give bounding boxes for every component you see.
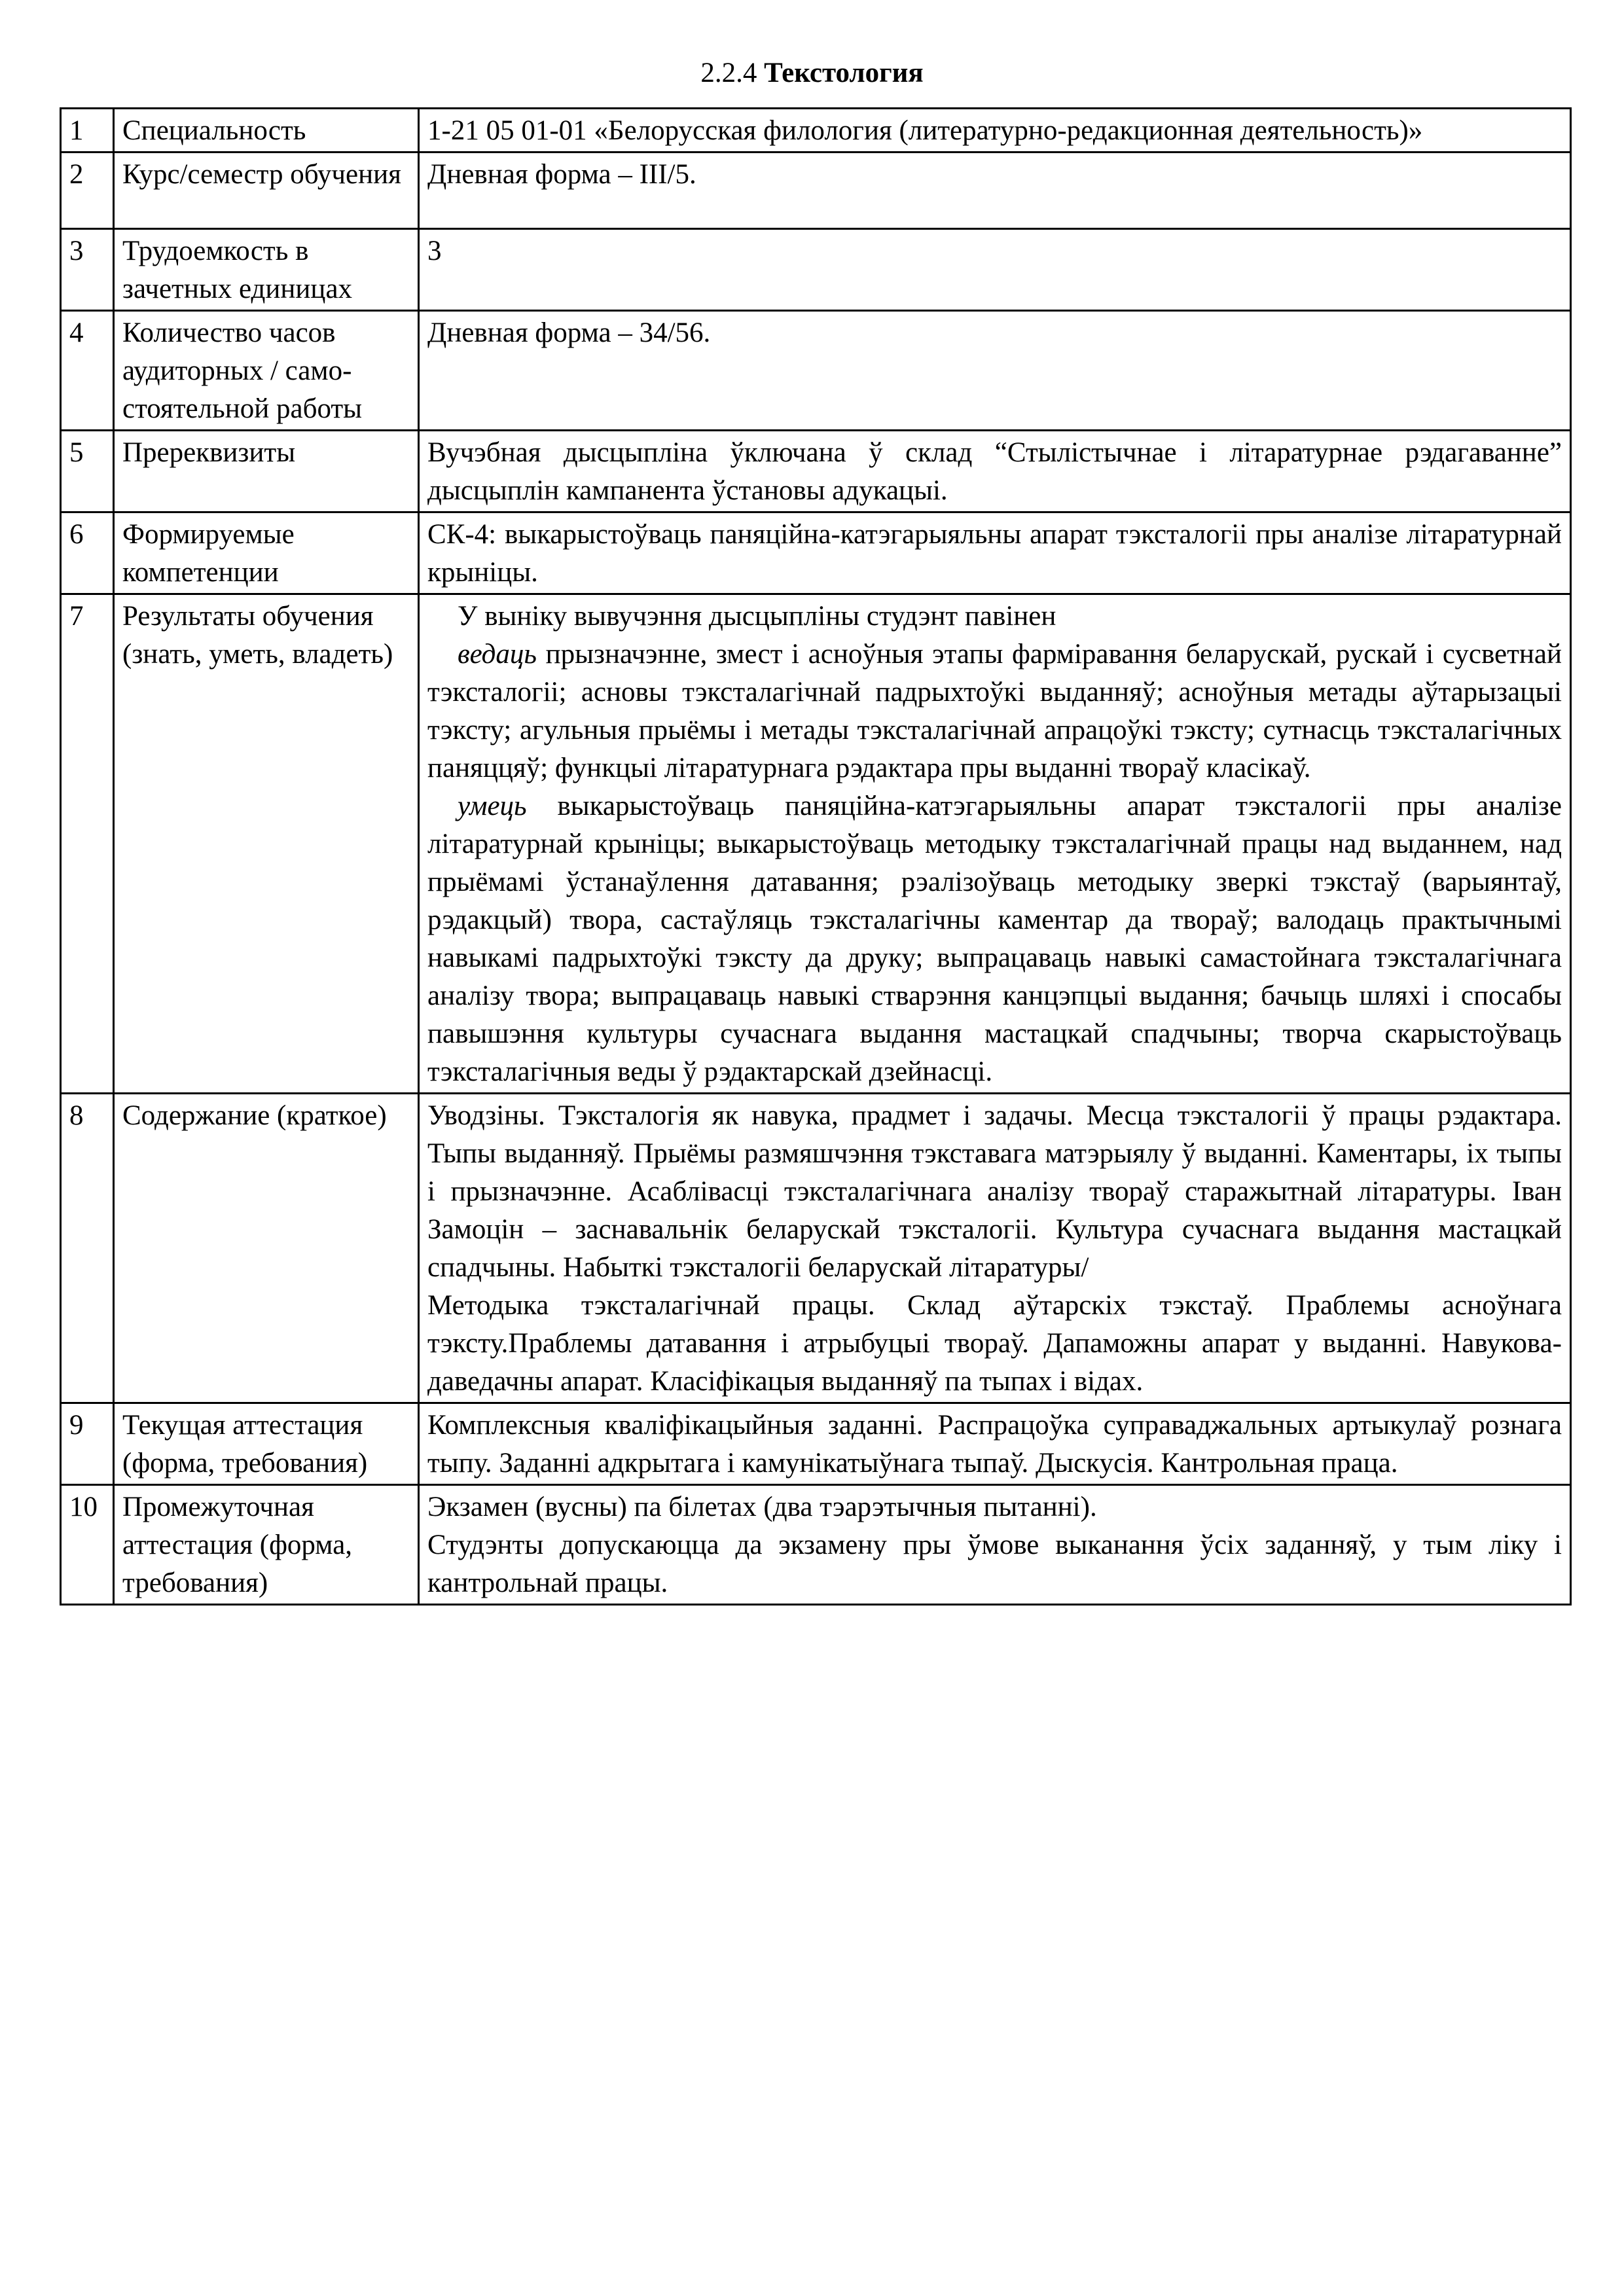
attestation-paragraph: Экзамен (вусны) па білетах (два тэарэтычныя пытанні). <box>427 1492 1097 1522</box>
table-row <box>61 152 1571 229</box>
content-paragraph: Методыка тэксталагічнай працы. Склад аўтарскіх тэкстаў. Праблемы асноўнага тэксту.Праблемы датавання і атрыбуцыі твораў. Дапаможны апарат у выданні. Навукова-даведачны апарат. Класіфікацыя выданняў па тыпах і відах. <box>427 1290 1562 1397</box>
row-number: 5 <box>61 431 114 512</box>
table-row <box>61 109 1571 152</box>
row-number: 10 <box>61 1485 114 1605</box>
row-number: 9 <box>61 1403 114 1485</box>
row-label: Текущая аттестация (форма, требования) <box>114 1403 419 1485</box>
content-paragraph: Уводзіны. Тэксталогія як навука, прадмет і задачы. Месца тэксталогіі ў працы рэдактара. Тыпы выданняў. Прыёмы размяшчэння тэкставага матэрыялу ў выданні. Каментары, іх тыпы і прызначэнне. Асаблівасці тэксталагічнага аналізу твораў старажытнай літаратуры. Іван Замоцін – заснавальнік беларускай тэксталогіі. Культура сучаснага выдання мастацкай спадчыны. Набыткі тэксталогіі беларускай літаратуры/ <box>427 1100 1562 1283</box>
row-value: Дневная форма – III/5. <box>419 152 1571 229</box>
row-label: Курс/семестр обучения <box>114 152 419 229</box>
row-label: Количество часов аудиторных / само-стоятельной работы <box>114 311 419 431</box>
row-label: Специальность <box>114 109 419 152</box>
table-row <box>61 229 1571 311</box>
row-value <box>419 594 1571 1094</box>
syllabus-table <box>60 107 1572 1605</box>
can-term: умець <box>458 791 527 821</box>
row-label: Пререквизиты <box>114 431 419 512</box>
row-number: 3 <box>61 229 114 311</box>
row-number: 6 <box>61 512 114 594</box>
row-value: 3 <box>419 229 1571 311</box>
table-row <box>61 1094 1571 1403</box>
table-row <box>61 311 1571 431</box>
table-row <box>61 431 1571 512</box>
table-row <box>61 1403 1571 1485</box>
row-number: 8 <box>61 1094 114 1403</box>
know-text: прызначэнне, змест і асноўныя этапы фарміравання беларускай, рускай і сусветнай тэксталогіі; асновы тэксталагічнай падрыхтоўкі выданняў; асноўныя метады аўтарызацыі тэксту; агульныя прыёмы і метады тэксталагічнай апрацоўкі тэксту; сутнасць тэксталагічных паняццяў; функцыі літаратурнага рэдактара пры выданні твораў класікаў. <box>427 639 1562 783</box>
row-value <box>419 1485 1571 1605</box>
section-number: 2.2.4 <box>700 58 757 88</box>
can-text: выкарыстоўваць паняційна-катэгарыяльны апарат тэксталогіі пры аналізе літаратурнай крыніцы; выкарыстоўваць методыку тэксталагічнай працы над выданнем, над прыёмамі ўстанаўлення датавання; рэалізоўваць методыку зверкі тэкстаў (варыянтаў, рэдакцый) твора, састаўляць тэксталагічны каментар да твораў; валодаць практычнымі навыкамі падрыхтоўкі тэксту да друку; выпрацаваць навыкі самастойнага тэксталагічнага аналізу твора; выпрацаваць навыкі стварэння канцэпцыі выдання; бачыць шляхі і спосабы павышэння культуры сучаснага выдання мастацкай спадчыны; творча скарыстоўваць тэксталагічныя веды ў рэдактарскай дзейнасці. <box>427 791 1562 1087</box>
row-label: Формируемые компетенции <box>114 512 419 594</box>
row-value <box>419 1094 1571 1403</box>
row-value: Вучэбная дысцыпліна ўключана ў склад “Стылістычнае і літаратурнае рэдагаванне” дысцыплін кампанента ўстановы адукацыі. <box>419 431 1571 512</box>
table-row <box>61 594 1571 1094</box>
row-value: 1-21 05 01-01 «Белорусская филология (литературно-редакционная деятельность)» <box>419 109 1571 152</box>
results-can <box>427 787 1562 1091</box>
row-number: 2 <box>61 152 114 229</box>
section-heading <box>0 55 1624 92</box>
table-row <box>61 512 1571 594</box>
row-label: Трудоемкость в зачетных единицах <box>114 229 419 311</box>
section-title: Текстология <box>764 58 924 88</box>
row-value: Дневная форма – 34/56. <box>419 311 1571 431</box>
row-value: Комплексныя кваліфікацыйныя заданні. Распрацоўка суправаджальных артыкулаў рознага тыпу. Заданні адкрытага і камунікатыўнага тыпаў. Дыскусія. Кантрольная праца. <box>419 1403 1571 1485</box>
results-intro: У выніку вывучэння дысцыпліны студэнт павінен <box>458 601 1056 632</box>
row-label: Промежуточная аттестация (форма, требования) <box>114 1485 419 1605</box>
row-number: 4 <box>61 311 114 431</box>
table-row <box>61 1485 1571 1605</box>
know-term: ведаць <box>458 639 537 670</box>
row-label: Результаты обучения (знать, уметь, владеть) <box>114 594 419 1094</box>
results-know <box>427 636 1562 787</box>
row-value: СК-4: выкарыстоўваць паняційна-катэгарыяльны апарат тэксталогіі пры аналізе літаратурнай крыніцы. <box>419 512 1571 594</box>
attestation-paragraph: Студэнты допускаюцца да экзамену пры ўмове выканання ўсіх заданняў, у тым ліку і кантрольнай працы. <box>427 1530 1562 1598</box>
row-label: Содержание (краткое) <box>114 1094 419 1403</box>
row-number: 7 <box>61 594 114 1094</box>
row-number: 1 <box>61 109 114 152</box>
